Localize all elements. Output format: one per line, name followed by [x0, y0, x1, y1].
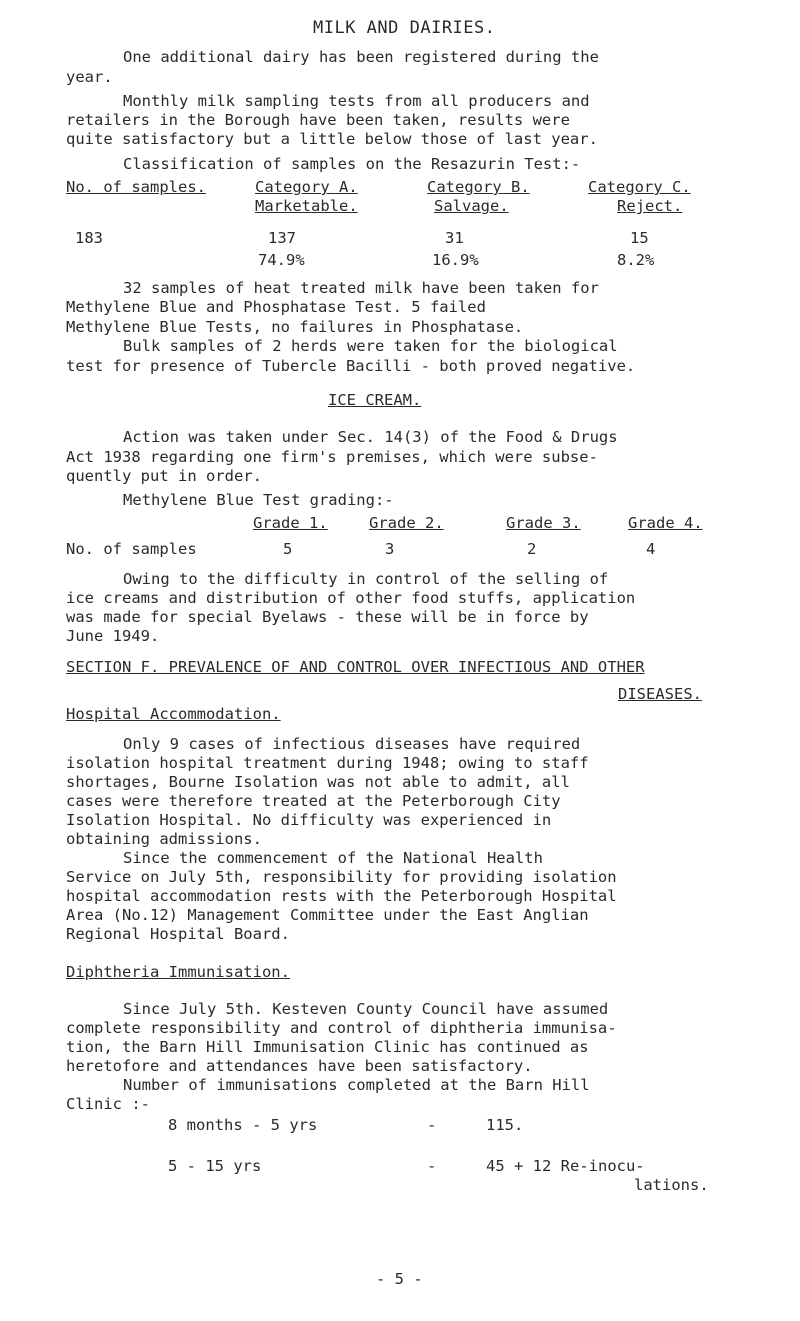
- table-cell-b-count: 31: [445, 229, 464, 247]
- paragraph-line: complete responsibility and control of diphtheria immunisa-: [66, 1019, 617, 1037]
- paragraph-line: hospital accommodation rests with the Peterborough Hospital: [66, 887, 617, 905]
- paragraph-line: Since July 5th. Kesteven County Council have assumed: [123, 1000, 609, 1018]
- dash: -: [427, 1157, 437, 1175]
- ice-cream-heading: ICE CREAM.: [328, 391, 422, 409]
- paragraph-line: Owing to the difficulty in control of the selling of: [123, 570, 609, 588]
- immunisation-count: 115.: [486, 1116, 524, 1134]
- table-header-category-a: Category A.: [255, 178, 358, 196]
- paragraph-line: Methylene Blue Test grading:-: [123, 491, 394, 509]
- paragraph-line: Methylene Blue and Phosphatase Test. 5 failed: [66, 298, 486, 316]
- paragraph-line: test for presence of Tubercle Bacilli - both proved negative.: [66, 357, 636, 375]
- table-subheader-reject: Reject.: [617, 197, 683, 215]
- paragraph-line: Methylene Blue Tests, no failures in Phosphatase.: [66, 318, 524, 336]
- paragraph-line: year.: [66, 68, 113, 86]
- table-cell-c-percent: 8.2%: [617, 251, 655, 269]
- table-cell-total: 183: [75, 229, 103, 247]
- paragraph-line: Act 1938 regarding one firm's premises, which were subse-: [66, 448, 598, 466]
- page-number: - 5 -: [376, 1270, 423, 1288]
- table-cell-a-percent: 74.9%: [258, 251, 305, 269]
- paragraph-line: ice creams and distribution of other food stuffs, application: [66, 589, 636, 607]
- paragraph-line: Clinic :-: [66, 1095, 150, 1113]
- dash: -: [427, 1116, 437, 1134]
- paragraph-line: isolation hospital treatment during 1948; owing to staff: [66, 754, 589, 772]
- paragraph-line: Monthly milk sampling tests from all producers and: [123, 92, 590, 110]
- grade-header: Grade 2.: [369, 514, 444, 532]
- table-subheader-salvage: Salvage.: [434, 197, 509, 215]
- table-cell-b-percent: 16.9%: [432, 251, 479, 269]
- paragraph-line: heretofore and attendances have been satisfactory.: [66, 1057, 533, 1075]
- age-range: 5 - 15 yrs: [168, 1157, 262, 1175]
- diphtheria-heading: Diphtheria Immunisation.: [66, 963, 290, 981]
- table-header-category-c: Category C.: [588, 178, 691, 196]
- grade-count: 4: [646, 540, 656, 558]
- paragraph-line: Bulk samples of 2 herds were taken for the biological: [123, 337, 618, 355]
- paragraph-line: quently put in order.: [66, 467, 262, 485]
- paragraph-line: was made for special Byelaws - these will be in force by: [66, 608, 589, 626]
- paragraph-line: cases were therefore treated at the Peterborough City: [66, 792, 561, 810]
- grade-header: Grade 1.: [253, 514, 328, 532]
- grade-count: 3: [385, 540, 395, 558]
- immunisation-count-cont: lations.: [634, 1176, 709, 1194]
- paragraph-line: Only 9 cases of infectious diseases have required: [123, 735, 581, 753]
- paragraph-line: Regional Hospital Board.: [66, 925, 290, 943]
- grade-count: 2: [527, 540, 537, 558]
- paragraph-line: shortages, Bourne Isolation was not able to admit, all: [66, 773, 570, 791]
- paragraph-line: retailers in the Borough have been taken, results were: [66, 111, 570, 129]
- table-cell-c-count: 15: [630, 229, 649, 247]
- paragraph-line: obtaining admissions.: [66, 830, 262, 848]
- table-cell-a-count: 137: [268, 229, 296, 247]
- paragraph-line: Since the commencement of the National Health: [123, 849, 543, 867]
- paragraph-line: 32 samples of heat treated milk have been taken for: [123, 279, 599, 297]
- table-subheader-marketable: Marketable.: [255, 197, 358, 215]
- immunisation-count: 45 + 12 Re-inocu-: [486, 1157, 645, 1175]
- grade-header: Grade 4.: [628, 514, 703, 532]
- paragraph-line: quite satisfactory but a little below those of last year.: [66, 130, 598, 148]
- hospital-accommodation-heading: Hospital Accommodation.: [66, 705, 281, 723]
- age-range: 8 months - 5 yrs: [168, 1116, 318, 1134]
- table-header-samples: No. of samples.: [66, 178, 206, 196]
- table-header-category-b: Category B.: [427, 178, 530, 196]
- paragraph-line: tion, the Barn Hill Immunisation Clinic has continued as: [66, 1038, 589, 1056]
- paragraph-line: Isolation Hospital. No difficulty was experienced in: [66, 811, 552, 829]
- grade-row-label: No. of samples: [66, 540, 197, 558]
- paragraph-line: Service on July 5th, responsibility for providing isolation: [66, 868, 617, 886]
- paragraph-line: Action was taken under Sec. 14(3) of the Food & Drugs: [123, 428, 618, 446]
- grade-header: Grade 3.: [506, 514, 581, 532]
- paragraph-line: June 1949.: [66, 627, 160, 645]
- paragraph-line: Number of immunisations completed at the Barn Hill: [123, 1076, 590, 1094]
- page-title: MILK AND DAIRIES.: [313, 18, 496, 38]
- grade-count: 5: [283, 540, 293, 558]
- section-f-heading-cont: DISEASES.: [618, 685, 702, 703]
- paragraph-line: Classification of samples on the Resazurin Test:-: [123, 155, 581, 173]
- paragraph-line: One additional dairy has been registered during the: [123, 48, 599, 66]
- section-f-heading: SECTION F. PREVALENCE OF AND CONTROL OVER INFECTIOUS AND OTHER: [66, 658, 645, 676]
- paragraph-line: Area (No.12) Management Committee under the East Anglian: [66, 906, 589, 924]
